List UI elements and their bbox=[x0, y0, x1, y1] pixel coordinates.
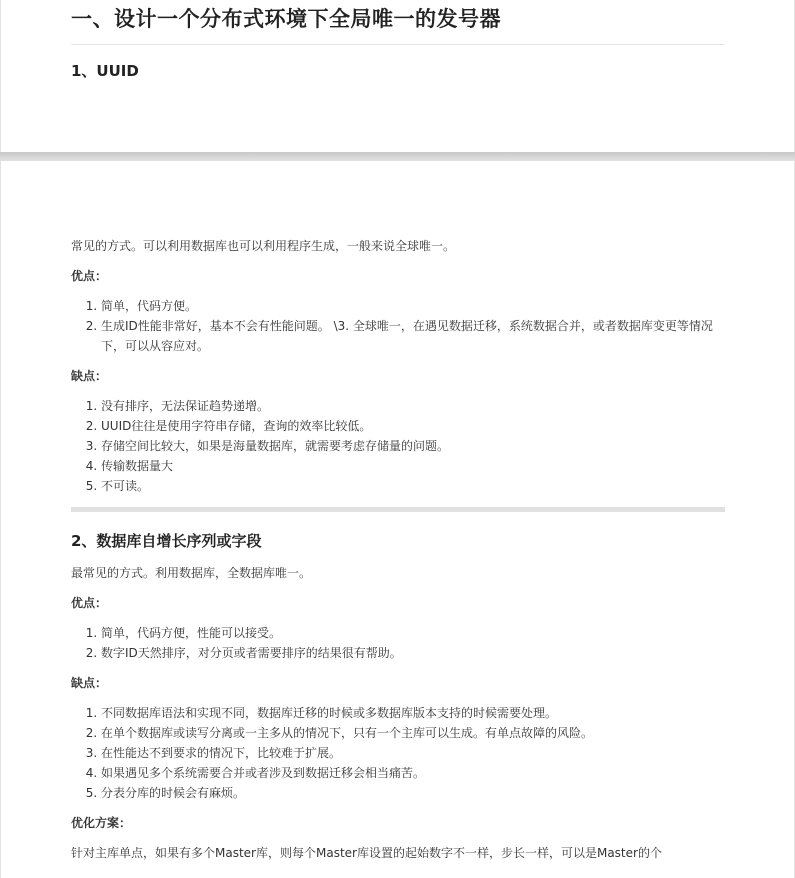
list-item: 3. 存储空间比较大，如果是海量数据库，就需要考虑存储量的问题。 bbox=[101, 436, 725, 456]
autoinc-pros-list bbox=[71, 623, 725, 663]
list-item: 2. UUID往往是使用字符串存储，查询的效率比较低。 bbox=[101, 416, 725, 436]
autoinc-optimization-text: 针对主库单点，如果有多个Master库，则每个Master库设置的起始数字不一样，步长一样，可以是Master的个 bbox=[71, 846, 662, 860]
section-heading-autoinc: 2、数据库自增长序列或字段 bbox=[71, 532, 262, 550]
list-item: 4. 传输数据量大 bbox=[101, 456, 725, 476]
uuid-cons-label: 缺点： bbox=[71, 369, 108, 383]
page-one-content bbox=[71, 3, 725, 81]
uuid-pros-label: 优点： bbox=[71, 269, 108, 283]
section-divider bbox=[71, 507, 725, 512]
page-break bbox=[0, 152, 795, 161]
list-item: 3. 在性能达不到要求的情况下，比较难于扩展。 bbox=[101, 743, 725, 763]
list-item: 1. 不同数据库语法和实现不同，数据库迁移的时候或多数据库版本支持的时候需要处理。 bbox=[101, 703, 725, 723]
uuid-cons-list bbox=[71, 396, 725, 496]
list-item: 5. 分表分库的时候会有麻烦。 bbox=[101, 783, 725, 803]
autoinc-cons-list bbox=[71, 703, 725, 803]
document-title: 一、设计一个分布式环境下全局唯一的发号器 bbox=[71, 7, 501, 31]
page-two bbox=[0, 161, 795, 878]
title-divider bbox=[71, 44, 725, 45]
autoinc-optimization-label: 优化方案： bbox=[71, 816, 132, 830]
list-item: 1. 没有排序，无法保证趋势递增。 bbox=[101, 396, 725, 416]
autoinc-pros-label: 优点： bbox=[71, 596, 108, 610]
list-item: 2. 在单个数据库或读写分离或一主多从的情况下，只有一个主库可以生成。有单点故障的风险。 bbox=[101, 723, 725, 743]
section-heading-uuid: 1、UUID bbox=[71, 62, 139, 80]
uuid-pros-list bbox=[71, 296, 725, 356]
list-item: 4. 如果遇见多个系统需要合并或者涉及到数据迁移会相当痛苦。 bbox=[101, 763, 725, 783]
page-one bbox=[0, 0, 795, 152]
list-item: 5. 不可读。 bbox=[101, 476, 725, 496]
list-item: 1. 简单，代码方便。 bbox=[101, 296, 725, 316]
list-item: 2. 生成ID性能非常好，基本不会有性能问题。 \3. 全球唯一，在遇见数据迁移，系统数据合并，或者数据库变更等情况下，可以从容应对。 bbox=[101, 316, 725, 356]
uuid-intro: 常见的方式。可以利用数据库也可以利用程序生成，一般来说全球唯一。 bbox=[71, 239, 456, 253]
autoinc-intro: 最常见的方式。利用数据库，全数据库唯一。 bbox=[71, 566, 312, 580]
list-item: 2. 数字ID天然排序，对分页或者需要排序的结果很有帮助。 bbox=[101, 643, 725, 663]
list-item: 1. 简单，代码方便，性能可以接受。 bbox=[101, 623, 725, 643]
page-two-content bbox=[71, 236, 725, 863]
autoinc-cons-label: 缺点： bbox=[71, 676, 108, 690]
